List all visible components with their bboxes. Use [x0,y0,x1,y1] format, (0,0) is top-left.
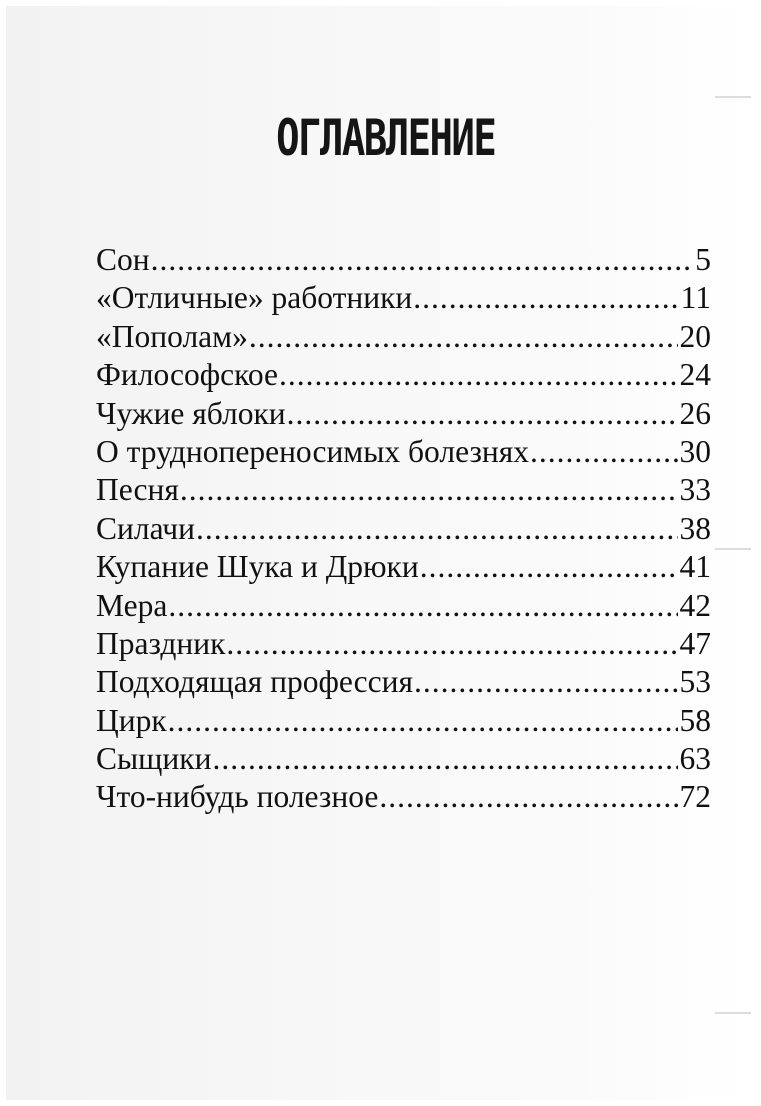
toc-entry-page: 26 [679,395,711,431]
toc-dot-leader [180,471,678,509]
toc-entry-title: Чужие яблоки [96,395,286,431]
toc-entry-page: 38 [679,510,711,546]
toc-entry [96,279,711,317]
toc-entry [96,356,711,394]
toc-entry-title: Силачи [96,510,196,546]
toc-entry [96,241,711,279]
toc-dot-leader [287,395,678,433]
toc-entry-page: 11 [680,280,711,316]
page-edge-line [715,96,751,98]
toc-dot-leader [530,433,677,471]
toc-entry [96,778,711,816]
toc-entry-title: Что-нибудь полезное [96,779,379,815]
toc-entry-title: Сон [96,242,150,277]
toc-entry-title: Цирк [96,702,167,738]
toc-entry-title: Философское [96,357,278,393]
toc-entry [96,548,711,586]
toc-entry-title: Песня [96,472,179,508]
toc-entry [96,395,711,433]
toc-entry [96,702,711,740]
toc-entry [96,740,711,778]
page-edge-line [715,1012,751,1014]
toc-entry-page: 63 [679,741,711,777]
toc-entry [96,625,711,663]
toc-dot-leader [168,702,678,740]
toc-entry [96,663,711,701]
page-edge-line [715,548,751,550]
toc-dot-leader [379,778,677,816]
toc-entry [96,433,711,471]
toc-entry-page: 53 [679,664,711,700]
toc-entry-title: Мера [96,587,168,623]
toc-entry [96,510,711,548]
toc-dot-leader [414,663,678,701]
toc-entry [96,318,711,356]
toc-entry-page: 58 [679,702,711,738]
toc-entry-page: 24 [679,357,711,393]
toc-entry-page: 20 [679,318,711,354]
toc-entry-page: 5 [695,242,711,277]
toc-dot-leader [249,318,678,356]
toc-entry-title: Праздник [96,625,226,661]
toc-entry-page: 72 [679,779,711,815]
toc-entry [96,587,711,625]
toc-entry-page: 42 [679,587,711,623]
toc-dot-leader [420,548,678,586]
toc-entry-title: «Отличные» работники [96,280,413,316]
toc-dot-leader [212,740,677,778]
toc-entry-title: «Пополам» [96,318,248,354]
toc-dot-leader [151,241,694,279]
toc-dot-leader [168,587,677,625]
toc-dot-leader [226,625,677,663]
toc-entry-page: 33 [679,472,711,508]
toc-entry-title: Купание Шука и Дрюки [96,549,419,585]
toc-dot-leader [196,510,677,548]
table-of-contents [96,241,711,817]
toc-entry-page: 41 [679,549,711,585]
toc-entry-page: 30 [679,433,711,469]
page-title: ОГЛАВЛЕНИЕ [276,109,496,167]
toc-entry-title: Подходящая профессия [96,664,413,700]
toc-dot-leader [413,279,678,317]
toc-entry-page: 47 [679,625,711,661]
toc-dot-leader [279,356,678,394]
toc-entry-title: Сыщики [96,741,212,777]
toc-entry-title: О труднопереносимых болезнях [96,433,530,469]
toc-entry [96,471,711,509]
